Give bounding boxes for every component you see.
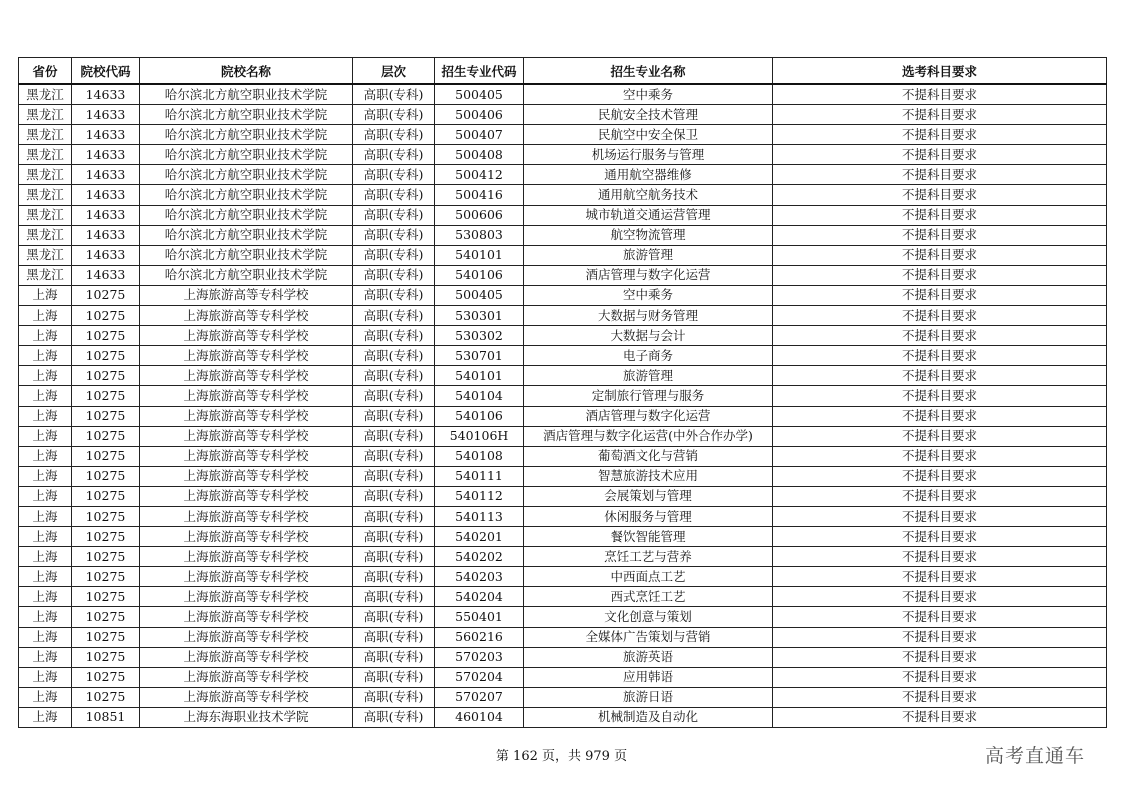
level-cell: 高职(专科) <box>353 446 435 466</box>
major-code-cell: 500416 <box>435 185 524 205</box>
school-name-cell: 上海旅游高等专科学校 <box>140 366 353 386</box>
school-code-cell: 10275 <box>72 687 140 707</box>
level-cell: 高职(专科) <box>353 506 435 526</box>
subject-requirement-cell: 不提科目要求 <box>773 185 1107 205</box>
school-code-cell: 10275 <box>72 326 140 346</box>
school-name-cell: 上海旅游高等专科学校 <box>140 667 353 687</box>
major-name-cell: 空中乘务 <box>524 285 773 305</box>
province-cell: 上海 <box>19 466 72 486</box>
table-row <box>19 366 1107 386</box>
province-cell: 黑龙江 <box>19 125 72 145</box>
subject-requirement-cell: 不提科目要求 <box>773 326 1107 346</box>
major-code-cell: 530301 <box>435 306 524 326</box>
school-name-cell: 上海旅游高等专科学校 <box>140 687 353 707</box>
major-code-cell: 500406 <box>435 105 524 125</box>
subject-requirement-cell: 不提科目要求 <box>773 567 1107 587</box>
province-cell: 上海 <box>19 567 72 587</box>
table-row <box>19 125 1107 145</box>
school-code-cell: 14633 <box>72 225 140 245</box>
table-row <box>19 446 1107 466</box>
major-code-cell: 460104 <box>435 707 524 727</box>
major-code-cell: 540106 <box>435 406 524 426</box>
school-code-cell: 10275 <box>72 386 140 406</box>
province-cell: 黑龙江 <box>19 265 72 285</box>
table-row <box>19 165 1107 185</box>
school-name-cell: 哈尔滨北方航空职业技术学院 <box>140 265 353 285</box>
level-cell: 高职(专科) <box>353 707 435 727</box>
school-code-cell: 10275 <box>72 547 140 567</box>
table-row <box>19 687 1107 707</box>
school-name-cell: 上海旅游高等专科学校 <box>140 527 353 547</box>
table-row <box>19 587 1107 607</box>
province-cell: 上海 <box>19 647 72 667</box>
school-code-cell: 10275 <box>72 587 140 607</box>
school-name-cell: 上海旅游高等专科学校 <box>140 627 353 647</box>
major-name-cell: 城市轨道交通运营管理 <box>524 205 773 225</box>
subject-requirement-cell: 不提科目要求 <box>773 687 1107 707</box>
school-name-cell: 上海旅游高等专科学校 <box>140 326 353 346</box>
subject-requirement-cell: 不提科目要求 <box>773 406 1107 426</box>
table-row <box>19 285 1107 305</box>
school-name-cell: 上海旅游高等专科学校 <box>140 466 353 486</box>
level-cell: 高职(专科) <box>353 346 435 366</box>
major-code-cell: 500407 <box>435 125 524 145</box>
major-code-cell: 540104 <box>435 386 524 406</box>
table-row <box>19 527 1107 547</box>
level-cell: 高职(专科) <box>353 627 435 647</box>
subject-requirement-cell: 不提科目要求 <box>773 486 1107 506</box>
province-cell: 上海 <box>19 386 72 406</box>
school-code-cell: 14633 <box>72 265 140 285</box>
table-row <box>19 627 1107 647</box>
table-row <box>19 486 1107 506</box>
major-name-cell: 餐饮智能管理 <box>524 527 773 547</box>
column-header: 院校代码 <box>72 58 140 85</box>
level-cell: 高职(专科) <box>353 406 435 426</box>
province-cell: 上海 <box>19 607 72 627</box>
table-row <box>19 547 1107 567</box>
major-name-cell: 空中乘务 <box>524 84 773 105</box>
level-cell: 高职(专科) <box>353 667 435 687</box>
level-cell: 高职(专科) <box>353 567 435 587</box>
province-cell: 上海 <box>19 587 72 607</box>
major-code-cell: 540113 <box>435 506 524 526</box>
province-cell: 上海 <box>19 486 72 506</box>
major-name-cell: 电子商务 <box>524 346 773 366</box>
column-header: 选考科目要求 <box>773 58 1107 85</box>
major-code-cell: 540106 <box>435 265 524 285</box>
major-code-cell: 570207 <box>435 687 524 707</box>
subject-requirement-cell: 不提科目要求 <box>773 527 1107 547</box>
school-name-cell: 上海旅游高等专科学校 <box>140 426 353 446</box>
major-code-cell: 540203 <box>435 567 524 587</box>
school-name-cell: 上海旅游高等专科学校 <box>140 285 353 305</box>
level-cell: 高职(专科) <box>353 84 435 105</box>
table-row <box>19 466 1107 486</box>
subject-requirement-cell: 不提科目要求 <box>773 285 1107 305</box>
school-code-cell: 14633 <box>72 105 140 125</box>
major-name-cell: 休闲服务与管理 <box>524 506 773 526</box>
province-cell: 上海 <box>19 506 72 526</box>
province-cell: 上海 <box>19 667 72 687</box>
subject-requirement-cell: 不提科目要求 <box>773 105 1107 125</box>
province-cell: 黑龙江 <box>19 225 72 245</box>
level-cell: 高职(专科) <box>353 326 435 346</box>
school-name-cell: 上海旅游高等专科学校 <box>140 647 353 667</box>
subject-requirement-cell: 不提科目要求 <box>773 627 1107 647</box>
major-name-cell: 全媒体广告策划与营销 <box>524 627 773 647</box>
table-body <box>19 84 1107 728</box>
province-cell: 黑龙江 <box>19 145 72 165</box>
subject-requirement-cell: 不提科目要求 <box>773 547 1107 567</box>
brand-watermark: 高考直通车 <box>985 745 1086 767</box>
school-name-cell: 哈尔滨北方航空职业技术学院 <box>140 145 353 165</box>
table-row <box>19 647 1107 667</box>
major-name-cell: 应用韩语 <box>524 667 773 687</box>
school-name-cell: 哈尔滨北方航空职业技术学院 <box>140 185 353 205</box>
level-cell: 高职(专科) <box>353 466 435 486</box>
school-name-cell: 上海旅游高等专科学校 <box>140 446 353 466</box>
major-name-cell: 大数据与财务管理 <box>524 306 773 326</box>
major-code-cell: 500412 <box>435 165 524 185</box>
school-code-cell: 10275 <box>72 506 140 526</box>
province-cell: 上海 <box>19 627 72 647</box>
school-name-cell: 上海旅游高等专科学校 <box>140 406 353 426</box>
column-header: 招生专业名称 <box>524 58 773 85</box>
major-code-cell: 540101 <box>435 366 524 386</box>
level-cell: 高职(专科) <box>353 386 435 406</box>
province-cell: 黑龙江 <box>19 165 72 185</box>
table-row <box>19 386 1107 406</box>
school-name-cell: 哈尔滨北方航空职业技术学院 <box>140 245 353 265</box>
province-cell: 上海 <box>19 366 72 386</box>
school-name-cell: 上海旅游高等专科学校 <box>140 306 353 326</box>
major-name-cell: 智慧旅游技术应用 <box>524 466 773 486</box>
major-name-cell: 旅游英语 <box>524 647 773 667</box>
major-code-cell: 500405 <box>435 84 524 105</box>
major-code-cell: 530701 <box>435 346 524 366</box>
major-code-cell: 500405 <box>435 285 524 305</box>
subject-requirement-cell: 不提科目要求 <box>773 84 1107 105</box>
table-row <box>19 607 1107 627</box>
subject-requirement-cell: 不提科目要求 <box>773 667 1107 687</box>
school-name-cell: 上海旅游高等专科学校 <box>140 607 353 627</box>
school-code-cell: 10275 <box>72 466 140 486</box>
school-name-cell: 上海旅游高等专科学校 <box>140 486 353 506</box>
table-row <box>19 506 1107 526</box>
school-code-cell: 14633 <box>72 125 140 145</box>
major-code-cell: 540202 <box>435 547 524 567</box>
major-name-cell: 大数据与会计 <box>524 326 773 346</box>
subject-requirement-cell: 不提科目要求 <box>773 125 1107 145</box>
page-number: 第 162 页，共 979 页 <box>495 749 628 764</box>
level-cell: 高职(专科) <box>353 185 435 205</box>
table-row <box>19 707 1107 727</box>
subject-requirement-cell: 不提科目要求 <box>773 366 1107 386</box>
major-name-cell: 文化创意与策划 <box>524 607 773 627</box>
school-code-cell: 10275 <box>72 647 140 667</box>
major-name-cell: 葡萄酒文化与营销 <box>524 446 773 466</box>
subject-requirement-cell: 不提科目要求 <box>773 466 1107 486</box>
school-code-cell: 10851 <box>72 707 140 727</box>
province-cell: 黑龙江 <box>19 84 72 105</box>
school-name-cell: 哈尔滨北方航空职业技术学院 <box>140 165 353 185</box>
major-code-cell: 570203 <box>435 647 524 667</box>
level-cell: 高职(专科) <box>353 205 435 225</box>
table-row <box>19 265 1107 285</box>
school-code-cell: 14633 <box>72 165 140 185</box>
school-code-cell: 10275 <box>72 607 140 627</box>
major-name-cell: 酒店管理与数字化运营(中外合作办学) <box>524 426 773 446</box>
province-cell: 上海 <box>19 527 72 547</box>
school-code-cell: 10275 <box>72 627 140 647</box>
level-cell: 高职(专科) <box>353 527 435 547</box>
major-name-cell: 旅游管理 <box>524 366 773 386</box>
subject-requirement-cell: 不提科目要求 <box>773 426 1107 446</box>
subject-requirement-cell: 不提科目要求 <box>773 346 1107 366</box>
major-code-cell: 540108 <box>435 446 524 466</box>
level-cell: 高职(专科) <box>353 486 435 506</box>
school-code-cell: 10275 <box>72 285 140 305</box>
subject-requirement-cell: 不提科目要求 <box>773 446 1107 466</box>
school-code-cell: 10275 <box>72 346 140 366</box>
major-name-cell: 通用航空航务技术 <box>524 185 773 205</box>
subject-requirement-cell: 不提科目要求 <box>773 306 1107 326</box>
column-header: 招生专业代码 <box>435 58 524 85</box>
school-name-cell: 上海旅游高等专科学校 <box>140 386 353 406</box>
major-name-cell: 旅游管理 <box>524 245 773 265</box>
subject-requirement-cell: 不提科目要求 <box>773 607 1107 627</box>
school-code-cell: 10275 <box>72 527 140 547</box>
level-cell: 高职(专科) <box>353 547 435 567</box>
level-cell: 高职(专科) <box>353 225 435 245</box>
school-name-cell: 上海旅游高等专科学校 <box>140 567 353 587</box>
admission-table <box>18 57 1107 728</box>
major-code-cell: 540101 <box>435 245 524 265</box>
table-row <box>19 245 1107 265</box>
level-cell: 高职(专科) <box>353 125 435 145</box>
subject-requirement-cell: 不提科目要求 <box>773 587 1107 607</box>
subject-requirement-cell: 不提科目要求 <box>773 145 1107 165</box>
table-row <box>19 145 1107 165</box>
province-cell: 上海 <box>19 446 72 466</box>
province-cell: 上海 <box>19 426 72 446</box>
major-name-cell: 中西面点工艺 <box>524 567 773 587</box>
major-code-cell: 540201 <box>435 527 524 547</box>
subject-requirement-cell: 不提科目要求 <box>773 506 1107 526</box>
table-row <box>19 567 1107 587</box>
major-name-cell: 机场运行服务与管理 <box>524 145 773 165</box>
major-name-cell: 定制旅行管理与服务 <box>524 386 773 406</box>
table-row <box>19 326 1107 346</box>
school-code-cell: 10275 <box>72 567 140 587</box>
column-header: 院校名称 <box>140 58 353 85</box>
table-row <box>19 346 1107 366</box>
major-name-cell: 酒店管理与数字化运营 <box>524 406 773 426</box>
school-code-cell: 10275 <box>72 406 140 426</box>
school-name-cell: 哈尔滨北方航空职业技术学院 <box>140 84 353 105</box>
school-name-cell: 哈尔滨北方航空职业技术学院 <box>140 125 353 145</box>
level-cell: 高职(专科) <box>353 265 435 285</box>
table-row <box>19 426 1107 446</box>
level-cell: 高职(专科) <box>353 165 435 185</box>
major-name-cell: 西式烹饪工艺 <box>524 587 773 607</box>
major-name-cell: 机械制造及自动化 <box>524 707 773 727</box>
major-name-cell: 民航安全技术管理 <box>524 105 773 125</box>
major-code-cell: 540204 <box>435 587 524 607</box>
table-row <box>19 185 1107 205</box>
level-cell: 高职(专科) <box>353 587 435 607</box>
province-cell: 黑龙江 <box>19 105 72 125</box>
subject-requirement-cell: 不提科目要求 <box>773 245 1107 265</box>
major-code-cell: 550401 <box>435 607 524 627</box>
subject-requirement-cell: 不提科目要求 <box>773 386 1107 406</box>
table-row <box>19 84 1107 105</box>
subject-requirement-cell: 不提科目要求 <box>773 225 1107 245</box>
province-cell: 上海 <box>19 547 72 567</box>
subject-requirement-cell: 不提科目要求 <box>773 265 1107 285</box>
major-code-cell: 530803 <box>435 225 524 245</box>
school-name-cell: 哈尔滨北方航空职业技术学院 <box>140 225 353 245</box>
table-row <box>19 667 1107 687</box>
major-code-cell: 540112 <box>435 486 524 506</box>
major-code-cell: 540106H <box>435 426 524 446</box>
major-name-cell: 通用航空器维修 <box>524 165 773 185</box>
province-cell: 黑龙江 <box>19 185 72 205</box>
school-code-cell: 10275 <box>72 486 140 506</box>
school-code-cell: 14633 <box>72 185 140 205</box>
level-cell: 高职(专科) <box>353 607 435 627</box>
level-cell: 高职(专科) <box>353 426 435 446</box>
school-code-cell: 10275 <box>72 306 140 326</box>
level-cell: 高职(专科) <box>353 285 435 305</box>
major-name-cell: 会展策划与管理 <box>524 486 773 506</box>
province-cell: 黑龙江 <box>19 205 72 225</box>
subject-requirement-cell: 不提科目要求 <box>773 707 1107 727</box>
level-cell: 高职(专科) <box>353 687 435 707</box>
school-name-cell: 上海旅游高等专科学校 <box>140 587 353 607</box>
province-cell: 上海 <box>19 687 72 707</box>
province-cell: 上海 <box>19 306 72 326</box>
major-code-cell: 530302 <box>435 326 524 346</box>
table-row <box>19 406 1107 426</box>
major-name-cell: 航空物流管理 <box>524 225 773 245</box>
major-name-cell: 民航空中安全保卫 <box>524 125 773 145</box>
major-name-cell: 旅游日语 <box>524 687 773 707</box>
level-cell: 高职(专科) <box>353 647 435 667</box>
school-name-cell: 上海旅游高等专科学校 <box>140 506 353 526</box>
school-code-cell: 10275 <box>72 366 140 386</box>
school-name-cell: 上海旅游高等专科学校 <box>140 547 353 567</box>
subject-requirement-cell: 不提科目要求 <box>773 205 1107 225</box>
table-row <box>19 306 1107 326</box>
province-cell: 上海 <box>19 346 72 366</box>
level-cell: 高职(专科) <box>353 366 435 386</box>
province-cell: 黑龙江 <box>19 245 72 265</box>
province-cell: 上海 <box>19 285 72 305</box>
table-row <box>19 225 1107 245</box>
province-cell: 上海 <box>19 707 72 727</box>
level-cell: 高职(专科) <box>353 145 435 165</box>
province-cell: 上海 <box>19 406 72 426</box>
school-name-cell: 哈尔滨北方航空职业技术学院 <box>140 105 353 125</box>
table-header-row <box>19 58 1107 85</box>
major-name-cell: 酒店管理与数字化运营 <box>524 265 773 285</box>
school-code-cell: 14633 <box>72 145 140 165</box>
school-name-cell: 上海旅游高等专科学校 <box>140 346 353 366</box>
major-code-cell: 500408 <box>435 145 524 165</box>
column-header: 层次 <box>353 58 435 85</box>
school-name-cell: 上海东海职业技术学院 <box>140 707 353 727</box>
major-code-cell: 540111 <box>435 466 524 486</box>
major-code-cell: 560216 <box>435 627 524 647</box>
level-cell: 高职(专科) <box>353 105 435 125</box>
province-cell: 上海 <box>19 326 72 346</box>
column-header: 省份 <box>19 58 72 85</box>
table-row <box>19 105 1107 125</box>
level-cell: 高职(专科) <box>353 306 435 326</box>
major-code-cell: 500606 <box>435 205 524 225</box>
major-name-cell: 烹饪工艺与营养 <box>524 547 773 567</box>
school-code-cell: 10275 <box>72 667 140 687</box>
school-code-cell: 10275 <box>72 446 140 466</box>
school-code-cell: 10275 <box>72 426 140 446</box>
subject-requirement-cell: 不提科目要求 <box>773 647 1107 667</box>
major-code-cell: 570204 <box>435 667 524 687</box>
table-row <box>19 205 1107 225</box>
subject-requirement-cell: 不提科目要求 <box>773 165 1107 185</box>
school-code-cell: 14633 <box>72 84 140 105</box>
level-cell: 高职(专科) <box>353 245 435 265</box>
school-code-cell: 14633 <box>72 205 140 225</box>
school-name-cell: 哈尔滨北方航空职业技术学院 <box>140 205 353 225</box>
school-code-cell: 14633 <box>72 245 140 265</box>
